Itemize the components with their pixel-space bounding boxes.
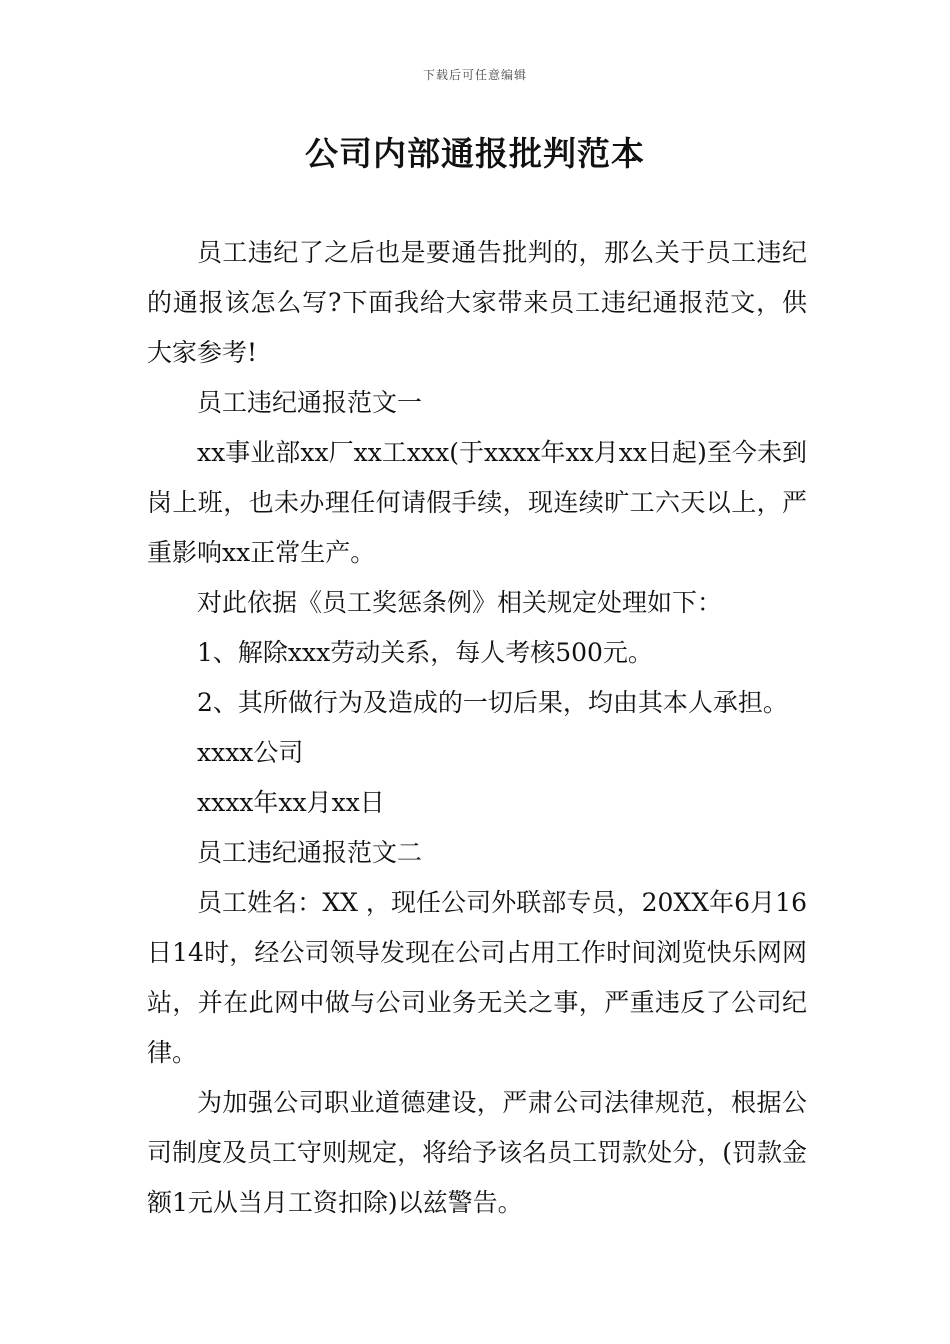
signature-company: xxxx公司	[197, 738, 304, 767]
section-heading-sample-1: 员工违纪通报范文一	[197, 388, 423, 417]
document-title: 公司内部通报批判范本	[305, 134, 645, 173]
section-heading-sample-2: 员工违纪通报范文二	[197, 838, 423, 867]
signature-date: xxxx年xx月xx日	[197, 788, 385, 817]
paragraph-sample-2-decision: 为加强公司职业道德建设，严肃公司法律规范，根据公司制度及员工守则规定，将给予该名员工罚款处分，(罚款金额1元从当月工资扣除)以兹警告。	[147, 1088, 807, 1217]
paragraph-sample-1-basis: 对此依据《员工奖惩条例》相关规定处理如下：	[197, 588, 723, 617]
document-body	[147, 228, 807, 1228]
paragraph-sample-1-facts: xx事业部xx厂xx工xxx(于xxxx年xx月xx日起)至今未到岗上班，也未办理任何请假手续，现连续旷工六天以上，严重影响xx正常生产。	[147, 438, 807, 567]
header-note: 下载后可任意编辑	[422, 68, 527, 82]
paragraph-sample-1-item-1: 1、解除xxx劳动关系，每人考核500元。	[197, 638, 653, 667]
paragraph-sample-2-facts: 员工姓名：XX ，现任公司外联部专员，20XX年6月16日14时，经公司领导发现在公司占用工作时间浏览快乐网网站，并在此网中做与公司业务无关之事，严重违反了公司纪律。	[147, 888, 807, 1067]
paragraph-sample-1-item-2: 2、其所做行为及造成的一切后果，均由其本人承担。	[197, 688, 788, 717]
paragraph-intro: 员工违纪了之后也是要通告批判的，那么关于员工违纪的通报该怎么写?下面我给大家带来员工违纪通报范文，供大家参考!	[147, 238, 807, 367]
